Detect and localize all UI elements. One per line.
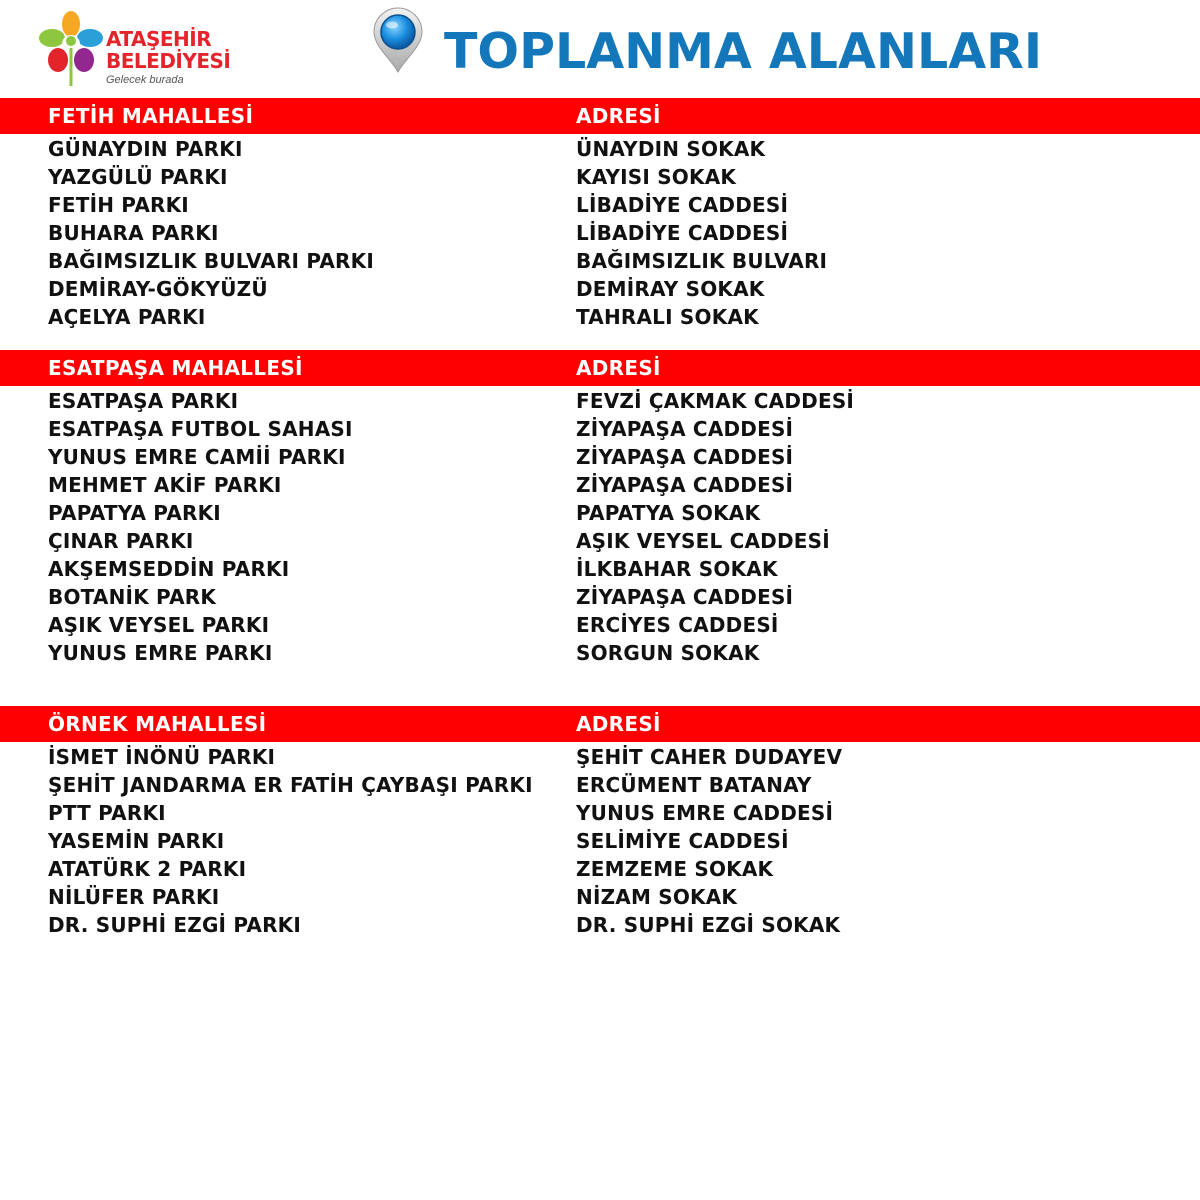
- park-address: YUNUS EMRE CADDESİ: [576, 801, 834, 825]
- flower-logo-icon: [38, 8, 104, 88]
- section-header-bar: [0, 98, 1200, 134]
- list-item: [0, 827, 1200, 855]
- list-item: [0, 799, 1200, 827]
- list-item: [0, 219, 1200, 247]
- park-name: BOTANİK PARK: [48, 585, 217, 609]
- park-name: MEHMET AKİF PARKI: [48, 473, 282, 497]
- list-item: [0, 415, 1200, 443]
- list-item: [0, 499, 1200, 527]
- list-item: [0, 883, 1200, 911]
- park-address: PAPATYA SOKAK: [576, 501, 761, 525]
- list-item: [0, 555, 1200, 583]
- park-name: NİLÜFER PARKI: [48, 885, 220, 909]
- park-name: ESATPAŞA FUTBOL SAHASI: [48, 417, 353, 441]
- park-name: ŞEHİT JANDARMA ER FATİH ÇAYBAŞI PARKI: [48, 773, 533, 797]
- logo-line-1: ATAŞEHİR: [106, 27, 212, 51]
- park-address: ERCÜMENT BATANAY: [576, 773, 812, 797]
- park-address: TAHRALI SOKAK: [576, 305, 759, 329]
- list-item: [0, 247, 1200, 275]
- neighborhood-heading: ESATPAŞA MAHALLESİ: [48, 356, 303, 380]
- list-item: [0, 611, 1200, 639]
- park-name: AKŞEMSEDDİN PARKI: [48, 557, 290, 581]
- park-name: PTT PARKI: [48, 801, 166, 825]
- list-item: [0, 771, 1200, 799]
- park-address: SELİMİYE CADDESİ: [576, 829, 789, 853]
- park-address: ZİYAPAŞA CADDESİ: [576, 445, 794, 469]
- location-pin-icon: [370, 6, 426, 80]
- park-address: ZİYAPAŞA CADDESİ: [576, 585, 794, 609]
- park-address: ZİYAPAŞA CADDESİ: [576, 473, 794, 497]
- park-name: AÇELYA PARKI: [48, 305, 206, 329]
- park-address: SORGUN SOKAK: [576, 641, 760, 665]
- page-title: TOPLANMA ALANLARI: [444, 23, 1043, 80]
- list-item: [0, 527, 1200, 555]
- park-address: ZEMZEME SOKAK: [576, 857, 774, 881]
- list-item: [0, 163, 1200, 191]
- park-name: BAĞIMSIZLIK BULVARI PARKI: [48, 249, 374, 273]
- list-item: [0, 191, 1200, 219]
- list-item: [0, 583, 1200, 611]
- list-item: [0, 471, 1200, 499]
- list-item: [0, 639, 1200, 667]
- park-name: YASEMİN PARKI: [48, 829, 225, 853]
- park-name: YUNUS EMRE PARKI: [48, 641, 273, 665]
- park-address: KAYISI SOKAK: [576, 165, 737, 189]
- list-item: [0, 855, 1200, 883]
- park-name: AŞIK VEYSEL PARKI: [48, 613, 270, 637]
- section-header-bar: [0, 706, 1200, 742]
- list-item: [0, 275, 1200, 303]
- list-item: [0, 743, 1200, 771]
- list-item: [0, 443, 1200, 471]
- park-name: DEMİRAY-GÖKYÜZÜ: [48, 277, 268, 301]
- park-address: ERCİYES CADDESİ: [576, 613, 779, 637]
- park-address: LİBADİYE CADDESİ: [576, 193, 789, 217]
- park-name: ATATÜRK 2 PARKI: [48, 857, 247, 881]
- logo-line-2: BELEDİYESİ: [106, 49, 231, 73]
- park-name: DR. SUPHİ EZGİ PARKI: [48, 913, 302, 937]
- neighborhood-heading: FETİH MAHALLESİ: [48, 104, 254, 128]
- park-name: GÜNAYDIN PARKI: [48, 137, 243, 161]
- park-list: [0, 743, 1200, 939]
- park-name: PAPATYA PARKI: [48, 501, 221, 525]
- address-heading: ADRESİ: [576, 356, 661, 380]
- park-name: BUHARA PARKI: [48, 221, 219, 245]
- list-item: [0, 911, 1200, 939]
- park-address: FEVZİ ÇAKMAK CADDESİ: [576, 389, 855, 413]
- section-header-bar: [0, 350, 1200, 386]
- park-name: ESATPAŞA PARKI: [48, 389, 239, 413]
- neighborhood-heading: ÖRNEK MAHALLESİ: [48, 712, 267, 736]
- park-address: NİZAM SOKAK: [576, 885, 738, 909]
- park-name: İSMET İNÖNÜ PARKI: [48, 745, 276, 769]
- park-address: ŞEHİT CAHER DUDAYEV: [576, 745, 843, 769]
- park-name: YAZGÜLÜ PARKI: [48, 165, 228, 189]
- list-item: [0, 387, 1200, 415]
- logo-tagline: Gelecek burada: [106, 74, 184, 86]
- list-item: [0, 303, 1200, 331]
- list-item: [0, 135, 1200, 163]
- ataşehir-logo: [38, 8, 231, 88]
- park-name: ÇINAR PARKI: [48, 529, 194, 553]
- park-address: ZİYAPAŞA CADDESİ: [576, 417, 794, 441]
- park-address: AŞIK VEYSEL CADDESİ: [576, 529, 830, 553]
- park-list: [0, 135, 1200, 331]
- park-address: ÜNAYDIN SOKAK: [576, 137, 766, 161]
- park-name: YUNUS EMRE CAMİİ PARKI: [48, 445, 346, 469]
- address-heading: ADRESİ: [576, 712, 661, 736]
- park-address: DR. SUPHİ EZGİ SOKAK: [576, 913, 841, 937]
- park-address: LİBADİYE CADDESİ: [576, 221, 789, 245]
- park-address: İLKBAHAR SOKAK: [576, 557, 778, 581]
- park-address: BAĞIMSIZLIK BULVARI: [576, 249, 828, 273]
- park-list: [0, 387, 1200, 667]
- park-address: DEMİRAY SOKAK: [576, 277, 765, 301]
- park-name: FETİH PARKI: [48, 193, 189, 217]
- address-heading: ADRESİ: [576, 104, 661, 128]
